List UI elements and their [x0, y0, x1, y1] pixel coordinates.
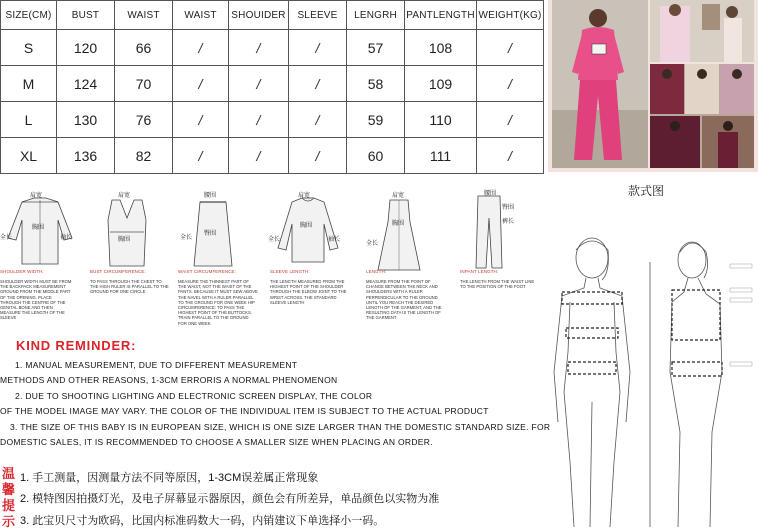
guide-label: 胸围 [392, 221, 405, 227]
reminder-cn-line: 2. 模特图因拍摄灯光，及电子屏幕显示器原因，颜色会有所差异，单品颜色以实物为准 [20, 493, 440, 505]
size-table [0, 0, 544, 174]
table-cell: / [173, 138, 229, 174]
table-cell: / [289, 30, 347, 66]
skirt-measure-guide [178, 188, 248, 278]
guide-label: 胸围 [300, 223, 313, 229]
warm-tips-tag [0, 466, 17, 530]
table-cell: / [477, 66, 544, 102]
header-length: LENGRH [347, 1, 405, 30]
table-header-row [1, 1, 544, 30]
model-photo-2 [650, 0, 754, 62]
reminder-en-line: 2. DUE TO SHOOTING LIGHTING AND ELECTRONIC SCREEN DISPLAY, THE COLOR [15, 391, 373, 401]
guide-label: 全长 [366, 241, 379, 247]
table-cell: / [289, 66, 347, 102]
header-waist-2: WAIST [173, 1, 229, 30]
guide-caption: SLEEVE LENGTH: [270, 269, 310, 274]
table-cell: XL [1, 138, 57, 174]
table-cell: 109 [405, 66, 477, 102]
guide-caption: INPANT LENGTH: [460, 269, 499, 274]
warm-tips-char: 馨 [1, 482, 15, 497]
guide-label: 肩宽 [30, 193, 43, 199]
pants-measure-guide [458, 188, 528, 278]
table-cell: M [1, 66, 57, 102]
guide-description: TO PASS THROUGH THE CHEST TO THE HIGH RULER IS PARALLEL TO THE GROUND FOR ONE CIRCLE [90, 279, 169, 295]
header-sleeve: SLEEVE [289, 1, 347, 30]
table-cell: / [477, 102, 544, 138]
guide-label: 胸围 [118, 237, 131, 243]
body-measurement-figure [540, 232, 758, 531]
guide-label: 肩宽 [298, 193, 311, 199]
guide-description: THE LENGTH FROM THE WAIST LINE TO THE POSITION OF THE FOOT [460, 279, 535, 290]
guide-label: 腰围 [484, 191, 497, 197]
table-cell: S [1, 30, 57, 66]
header-pantlength: PANTLENGTH [405, 1, 477, 30]
reminder-en-line: 3. THE SIZE OF THIS BABY IS IN EUROPEAN SIZE, WHICH IS ONE SIZE LARGER THAN THE DOMESTIC STANDARD SIZE. FOR [10, 422, 551, 432]
table-cell: / [229, 102, 289, 138]
reminder-en-line: 1. MANUAL MEASUREMENT, DUE TO DIFFERENT MEASUREMENT [15, 360, 298, 370]
product-photo-collage [548, 0, 758, 172]
guide-label: 袖长 [328, 237, 341, 243]
table-cell: / [477, 30, 544, 66]
table-cell: 60 [347, 138, 405, 174]
table-cell: L [1, 102, 57, 138]
reminder-cn-line: 3. 此宝贝尺寸为欧码，比国内标准码数大一码，内销建议下单选择小一码。 [20, 515, 385, 527]
table-row [1, 30, 544, 66]
table-cell: 110 [405, 102, 477, 138]
table-row [1, 102, 544, 138]
model-photo-grid [650, 64, 754, 168]
guide-label: 腰围 [204, 193, 217, 199]
header-size: SIZE(CM) [1, 1, 57, 30]
warm-tips-char: 温 [1, 466, 15, 481]
table-cell: / [477, 138, 544, 174]
guide-label: 胸围 [32, 225, 45, 231]
reminder-en-line: DOMESTIC SALES, IT IS RECOMMENDED TO CHOOSE A SMALLER SIZE WHEN PLACING AN ORDER. [0, 437, 433, 447]
guide-description: THE LENGTH MEASURED FROM THE HIGHEST POINT OF THE SHOULDER THROUGH THE ELBOW JOINT TO THE WRIST ACROSS. THE STANDARD SLEEVE LENGTH [270, 279, 347, 305]
guide-label: 臀围 [502, 205, 515, 211]
guide-caption: WAIST CIRCUMFERENCE: [178, 269, 237, 274]
guide-label: 全长 [180, 235, 193, 241]
header-shoulder: SHOUIDER [229, 1, 289, 30]
guide-label: 肩宽 [118, 193, 131, 199]
guide-caption: BUST CIRCUMFERENCE: [90, 269, 146, 274]
warm-tips-char: 提 [1, 498, 15, 513]
header-weight: WEIGHT(KG) [477, 1, 544, 30]
table-cell: / [229, 66, 289, 102]
reminder-en-line: METHODS AND OTHER REASONS, 1-3CM ERRORIS A NORMAL PHENOMENON [0, 375, 338, 385]
guide-label: 全长 [268, 237, 281, 243]
table-cell: 120 [57, 30, 115, 66]
table-cell: 124 [57, 66, 115, 102]
vest-measure-guide [92, 188, 162, 278]
table-cell: 76 [115, 102, 173, 138]
table-cell: 58 [347, 66, 405, 102]
guide-description: SHOULDER WIDTH MUST BE FROM THE BACKPACK MEASUREMENT GROUND FROM THE MIDDLE PART OF THE OPENING. PLACE THROUGH THE CENTRE OF THE GENITAL BONE AND THEN MEASURE THE LENGTH OF THE SLEEVE [0, 279, 72, 321]
table-cell: 66 [115, 30, 173, 66]
reminder-cn-line: 1. 手工测量，因测量方法不同等原因，1-3CM误差属正常现象 [20, 472, 319, 484]
table-cell: / [289, 138, 347, 174]
guide-label: 袖长 [60, 235, 73, 241]
table-cell: 82 [115, 138, 173, 174]
table-cell: / [173, 30, 229, 66]
dress-measure-guide [364, 188, 434, 278]
table-row [1, 66, 544, 102]
table-cell: / [289, 102, 347, 138]
table-cell: 136 [57, 138, 115, 174]
guide-label: 全长 [0, 235, 13, 241]
header-bust: BUST [57, 1, 115, 30]
table-cell: 111 [405, 138, 477, 174]
sweater-measure-guide [268, 188, 348, 278]
table-cell: 59 [347, 102, 405, 138]
guide-label: 臀围 [204, 231, 217, 237]
table-row [1, 138, 544, 174]
style-diagram-label: 款式图 [628, 184, 665, 198]
table-cell: / [229, 138, 289, 174]
main-model-photo [552, 0, 648, 168]
guide-caption: LENGTH: [366, 269, 387, 274]
guide-label: 裤长 [502, 219, 515, 225]
guide-label: 肩宽 [392, 193, 405, 199]
table-cell: 108 [405, 30, 477, 66]
header-waist: WAIST [115, 1, 173, 30]
table-cell: / [173, 66, 229, 102]
table-cell: 130 [57, 102, 115, 138]
table-cell: / [229, 30, 289, 66]
kind-reminder-title: KIND REMINDER: [16, 338, 137, 353]
guide-description: MEASURE FROM THE POINT OF CHANGE BETWEEN THE NECK AND SHOULDERS WITH A RULER PERPENDICULAR TO THE GROUND UNTIL YOU REACH THE DESIRED LENGTH OF THE GARMENT, AND THE RESULTING DATA IS THE LENGTH OF THE GARMENT [366, 279, 442, 321]
reminder-en-line: OF THE MODEL IMAGE MAY VARY. THE COLOR OF THE INDIVIDUAL ITEM IS SUBJECT TO THE ACTUAL PRODUCT [0, 406, 489, 416]
jacket-measure-guide [0, 188, 80, 278]
table-cell: / [173, 102, 229, 138]
table-cell: 70 [115, 66, 173, 102]
warm-tips-char: 示 [1, 514, 15, 529]
table-cell: 57 [347, 30, 405, 66]
guide-caption: SHOULDER WIDTH: [0, 269, 44, 274]
guide-description: MEASURE THE THINNEST PART OF THE WAIST, NOT THE WAIST OF THE PANTS. BECAUSE IT MUST SEW ABOVE THE NAVEL WITH A RULER PARALLEL TO THE GROUND FOR ONE WEEK HIP CIRCUMFERENCE: TO PASS THE HIGHEST POINT OF THE BUTTOCKS, TRAIN PARALLEL TO THE GROUND FOR ONE WEEK [178, 279, 258, 326]
